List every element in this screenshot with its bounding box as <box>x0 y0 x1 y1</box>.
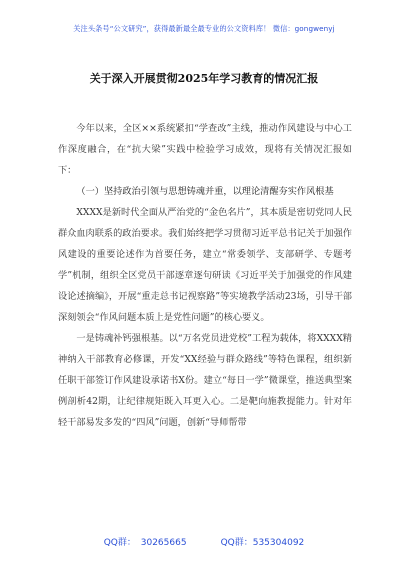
paragraph-body-2: 一是铸魂补钙强根基。以“万名党员进党校”工程为载体，将XXXX精神纳入干部教育必修课，开发“XX经验与群众路线”等特色课程，组织新任职干部签订作风建设承诺书X份。建立“每日一学”微课堂，推送典型案例剖析42期，让纪律规矩既入耳更入心。二是靶向施教提能力。针对年轻干部易发多发的“四风”问题，创新“导师帮带 <box>58 333 352 428</box>
paragraph-body-1: XXXX是新时代全面从严治党的“金色名片”，其本质是密切党同人民群众血肉联系的政治要求。我们始终把学习贯彻习近平总书记关于加强作风建设的重要论述作为首要任务，建立“常委领学、支部研学、专题考学”机制，组织全区党员干部逐章逐句研读《习近平关于加强党的作风建设论述摘编》，开展“重走总书记视察路”等实境教学活动23场，引导干部深刻领会“作风问题本质上是党性问题”的核心要义。 <box>58 207 352 323</box>
section-heading-1: （一）坚持政治引领与思想铸魂并重，以理论清醒夯实作风根基 <box>76 186 334 197</box>
paragraph-intro: 今年以来，全区××系统紧扣“学查改”主线，推动作风建设与中心工作深度融合，在“抗大梁”实践中检验学习成效，现将有关情况汇报如下： <box>58 123 352 176</box>
footer-qq-group-2: QQ群：535304092 <box>220 538 305 548</box>
header-banner: 关注头条号“公文研究”，获得最新最全最专业的公文资料库！ 微信：gongwenyj <box>73 24 335 33</box>
document-title: 关于深入开展贯彻2025年学习教育的情况汇报 <box>89 72 319 85</box>
document-body <box>58 118 352 433</box>
footer-qq-group-1: QQ群： 30265665 <box>103 538 187 548</box>
footer-contact <box>0 535 408 548</box>
